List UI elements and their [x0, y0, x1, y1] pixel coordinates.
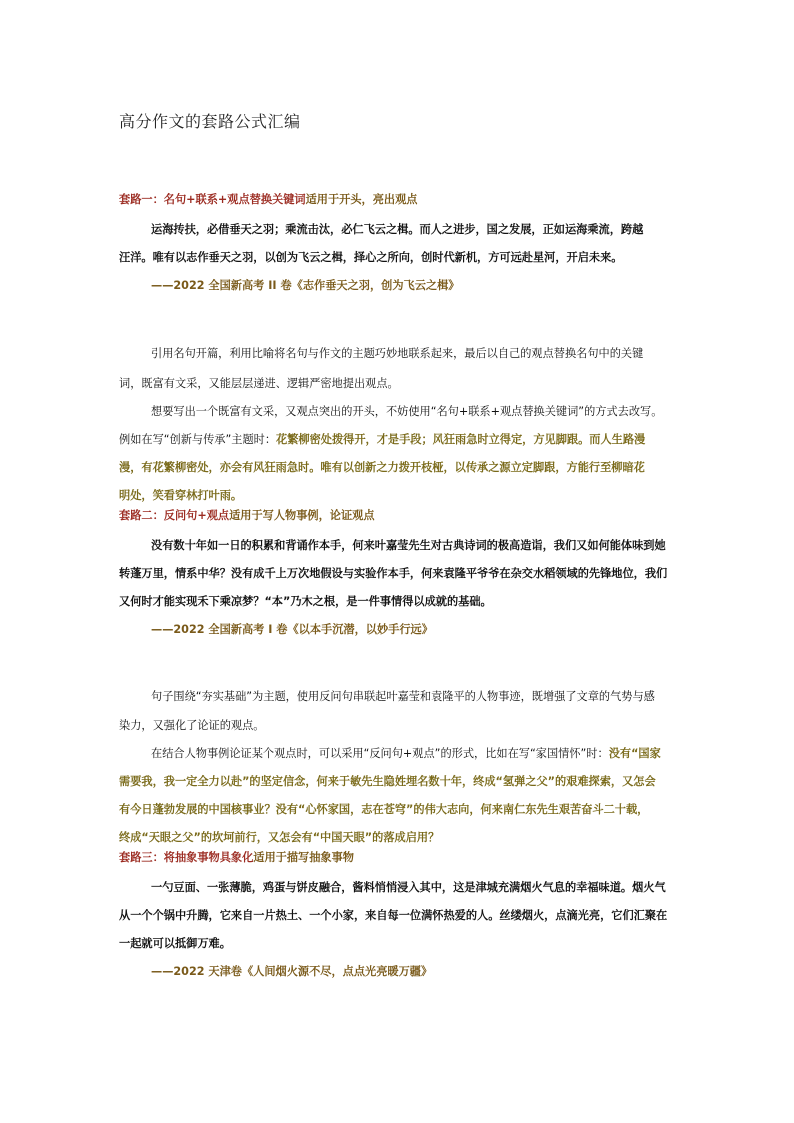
- section-3-heading: [119, 850, 679, 866]
- section-3-formula: 将抽象事物具象化: [163, 851, 254, 864]
- section-3-source: ——2022 天津卷《人间烟火源不尽，点点光亮暖万疆》: [151, 965, 433, 978]
- section-2-example-line: 没有数十年如一日的积累和背诵作本手，何来叶嘉莹先生对古典诗词的极高造诣，我们又如何能体味到她: [151, 539, 666, 552]
- section-3-usage: 适用于描写抽象事物: [253, 851, 354, 864]
- section-2-tip-line: 终成“天眼之父”的坎坷前行，又怎会有“中国天眼”的落成启用？: [119, 831, 440, 844]
- section-2-tip-first: 没有“国家: [608, 747, 661, 760]
- section-1-heading: [119, 192, 679, 208]
- section-1-tip-pre: 例如在写“创新与传承”主题时：: [119, 433, 277, 446]
- section-2-tip-line: 需要我，我一定全力以赴”的坚定信念，何来于敏先生隐姓埋名数十年，终成“氢弹之父”的艰难探索，又怎会: [119, 775, 656, 788]
- section-1-label: 套路一：: [119, 193, 164, 206]
- section-1-tip-line: 漫，有花繁柳密处，亦会有风狂雨急时。唯有以创新之力拨开枝桠，以传承之源立定脚跟，方能行至柳暗花: [119, 461, 645, 474]
- section-2-tip-line-first: [151, 746, 679, 762]
- section-2-analysis-line: 句子围绕“夯实基础”为主题，使用反问句串联起叶嘉莹和袁隆平的人物事迹，既增强了文章的气势与感: [151, 690, 655, 703]
- section-2-tip-intro: 在结合人物事例论证某个观点时，可以采用“反问句+观点”的形式，比如在写“家国情怀”时：: [151, 747, 609, 760]
- section-2-usage: 适用于写人物事例，论证观点: [229, 509, 375, 522]
- section-1-tip-line-first: [119, 432, 679, 448]
- section-1-example-line: 运海抟扶，必借垂天之羽；乘流击汰，必仁飞云之楫。而人之进步，国之发展，正如运海乘流，跨越: [151, 223, 644, 236]
- section-2-example-line: 又何时才能实现禾下乘凉梦？“本”乃木之根，是一件事情得以成就的基础。: [119, 595, 492, 608]
- section-2-source: ——2022 全国新高考 I 卷《以本手沉潜，以妙手行远》: [151, 623, 433, 636]
- section-3-example-line: 一勺豆面、一张薄脆，鸡蛋与饼皮融合，酱料悄悄浸入其中，这是津城充满烟火气息的幸福味道。烟火气: [151, 881, 666, 894]
- section-2-label: 套路二：: [119, 509, 164, 522]
- section-3-example-line: 从一个个锅中升腾，它来自一片热土、一个小家，来自每一位满怀热爱的人。丝缕烟火，点滴光亮，它们汇聚在: [119, 909, 668, 922]
- section-1-tip-example: 花繁柳密处拨得开，才是手段；风狂雨急时立得定，方见脚跟。而人生路漫: [276, 433, 646, 446]
- section-1-analysis-line: 引用名句开篇，利用比喻将名句与作文的主题巧妙地联系起来，最后以自己的观点替换名句中的关键: [151, 347, 644, 360]
- section-2-example-line: 转蓬万里，情系中华？没有成千上万次地假设与实验作本手，何来袁隆平爷爷在杂交水稻领域的先锋地位，我们: [119, 567, 668, 580]
- section-1-example-line: 汪洋。唯有以志作垂天之羽，以创为飞云之楫，择心之所向，创时代新机，方可远赴星河，开启未来。: [119, 251, 623, 264]
- page-title: 高分作文的套路公式汇编: [119, 112, 301, 131]
- section-2-tip-line: 有今日蓬勃发展的中国核事业？没有“心怀家国，志在苍穹”的伟大志向，何来南仁东先生艰苦奋斗二十载，: [119, 803, 649, 816]
- section-2-heading: [119, 508, 679, 524]
- section-1-tip-intro: 想要写出一个既富有文采，又观点突出的开头，不妨使用“名句+联系+观点替换关键词”的方式去改写。: [151, 405, 663, 418]
- section-3-example-line: 一起就可以抵御万难。: [119, 937, 231, 950]
- section-2-analysis-line: 染力，又强化了论证的观点。: [119, 719, 265, 732]
- section-1-usage: 适用于开头，亮出观点: [305, 193, 418, 206]
- section-1-analysis-line: 词，既富有文采，又能层层递进、逻辑严密地提出观点。: [119, 377, 399, 390]
- section-1-tip-line: 明处，笑看穿林打叶雨。: [119, 489, 243, 502]
- section-1-source: ——2022 全国新高考 II 卷《志作垂天之羽，创为飞云之楫》: [151, 279, 460, 292]
- section-2-formula: 反问句+观点: [163, 509, 230, 522]
- section-3-label: 套路三：: [119, 851, 164, 864]
- section-1-formula: 名句+联系+观点替换关键词: [163, 193, 306, 206]
